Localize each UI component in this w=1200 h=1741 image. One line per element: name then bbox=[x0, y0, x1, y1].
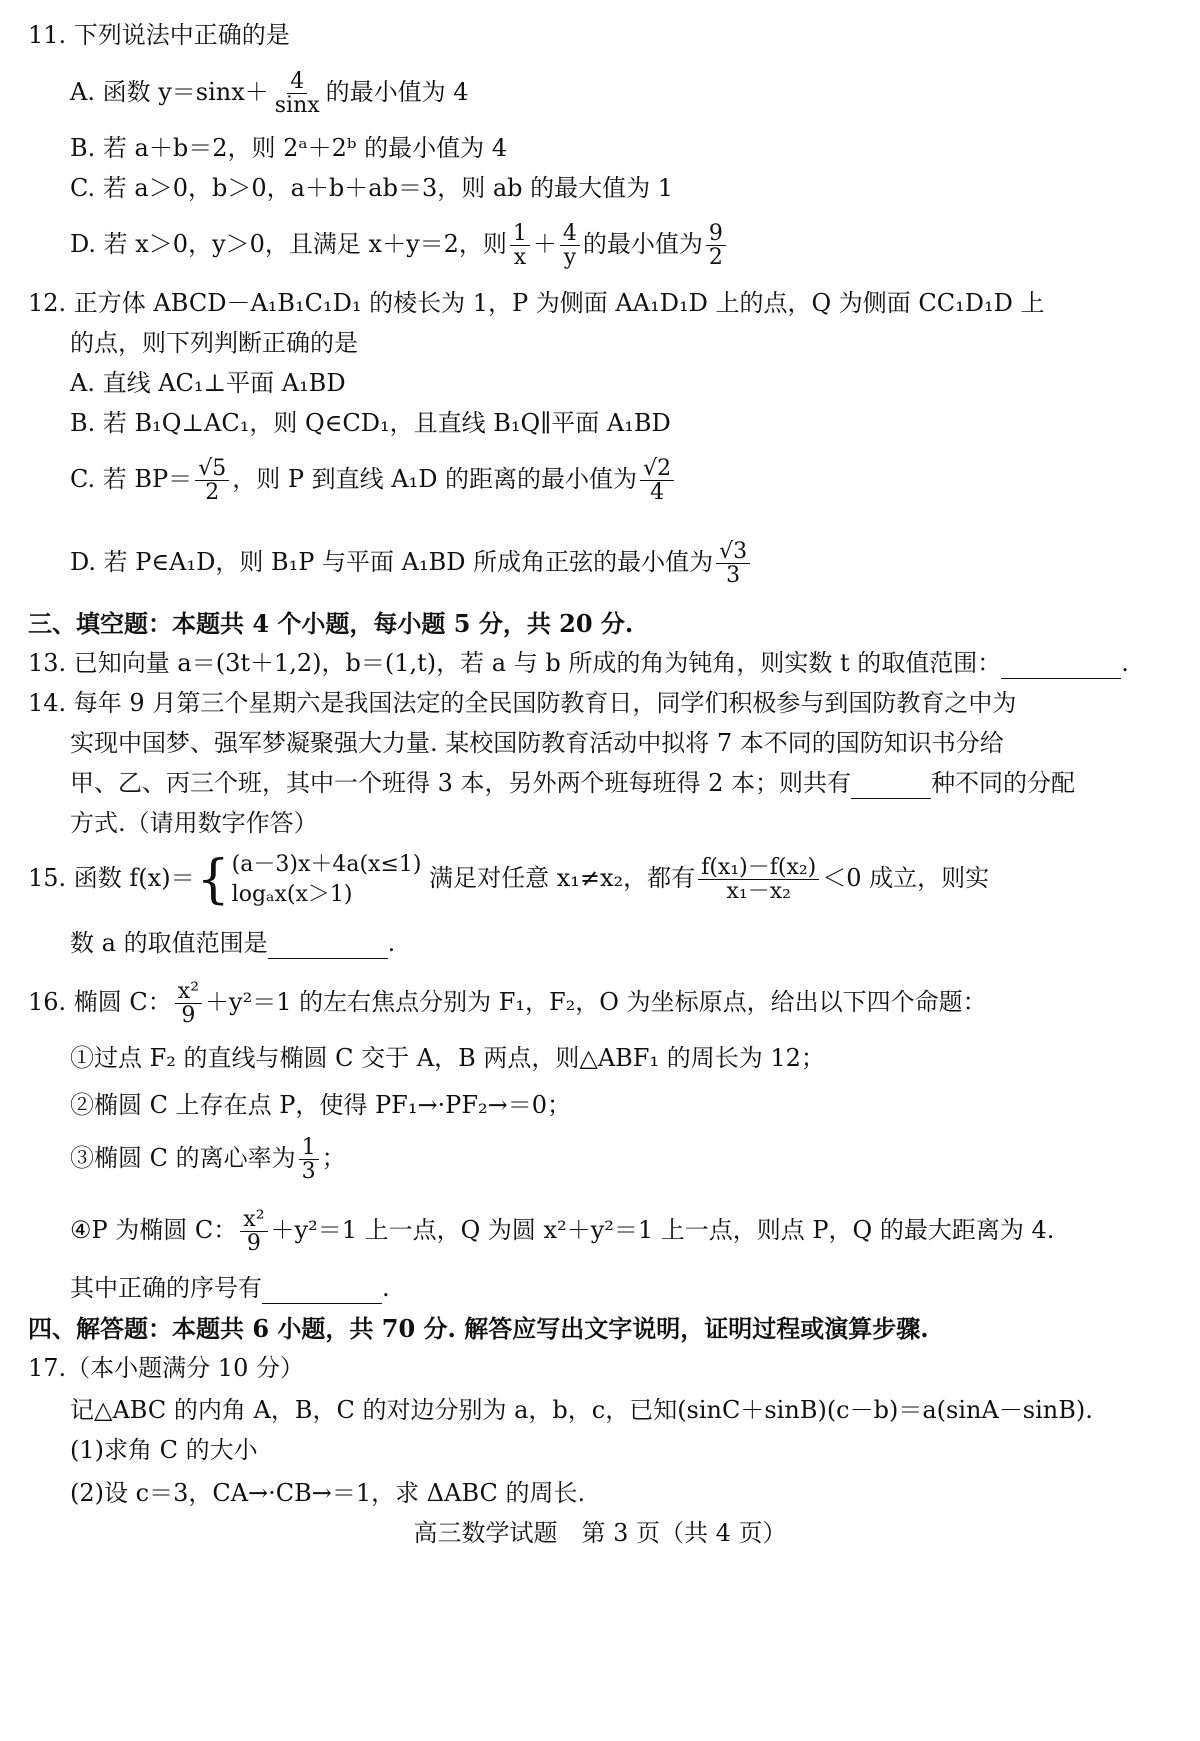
q12-c-mid: ，则 P 到直线 A₁D 的距离的最小值为 bbox=[232, 465, 638, 494]
q16-p4-post: ＋y²＝1 上一点，Q 为圆 x²＋y²＝1 上一点，则点 P，Q 的最大距离为 4. bbox=[270, 1216, 1055, 1245]
q15-case2: logₐx(x＞1) bbox=[231, 881, 353, 907]
q16-prop3 bbox=[70, 1136, 346, 1183]
q11-d-pre: D. 若 x＞0，y＞0，且满足 x＋y＝2，则 bbox=[70, 230, 507, 259]
q16-answer-text: 其中正确的序号有 bbox=[70, 1274, 262, 1302]
q13-answer-blank[interactable] bbox=[1001, 650, 1121, 679]
q13-text: 13. 已知向量 a＝(3t＋1,2)，b＝(1,t)，若 a 与 b 所成的角为钝角，则实数 t 的取值范围： bbox=[28, 649, 1002, 677]
q11-d-frac3-num: 9 bbox=[706, 222, 726, 246]
q16-prop2: ②椭圆 C 上存在点 P，使得 PF₁→·PF₂→＝0； bbox=[70, 1091, 571, 1119]
q17-line1: 记△ABC 的内角 A，B，C 的对边分别为 a，b，c，已知(sinC＋sinB)(c－b)＝a(sinA－sinB). bbox=[70, 1396, 1093, 1424]
q14-line3 bbox=[70, 770, 1075, 799]
q11-d-frac3-den: 2 bbox=[708, 245, 723, 271]
q11-option-c: C. 若 a＞0，b＞0，a＋b＋ab＝3，则 ab 的最大值为 1 bbox=[70, 174, 674, 202]
q12-d-frac-num: √3 bbox=[716, 540, 750, 564]
q11-a-post: 的最小值为 4 bbox=[325, 78, 469, 107]
q11-option-a bbox=[70, 70, 469, 117]
q11-a-pre: A. 函数 y＝sinx＋ bbox=[70, 78, 269, 107]
q12-c-frac2-num: √2 bbox=[640, 457, 674, 481]
q12-option-b: B. 若 B₁Q⊥AC₁，则 Q∈CD₁，且直线 B₁Q∥平面 A₁BD bbox=[70, 409, 671, 437]
q16-end: . bbox=[382, 1274, 390, 1302]
q16-pre: 16. 椭圆 C： bbox=[28, 988, 172, 1017]
q16-prop4 bbox=[70, 1208, 1054, 1255]
q15-line2-text: 数 a 的取值范围是 bbox=[70, 929, 268, 957]
section-3-heading: 三、填空题：本题共 4 个小题，每小题 5 分，共 20 分. bbox=[28, 609, 634, 638]
q12-d-pre: D. 若 P∈A₁D，则 B₁P 与平面 A₁BD 所成角正弦的最小值为 bbox=[70, 548, 714, 577]
q16-prop1: ①过点 F₂ 的直线与椭圆 C 交于 A，B 两点，则△ABF₁ 的周长为 12； bbox=[70, 1044, 825, 1072]
q15-case1: (a－3)x＋4a(x≤1) bbox=[231, 852, 422, 877]
q12-stem-line1: 12. 正方体 ABCD－A₁B₁C₁D₁ 的棱长为 1，P 为侧面 AA₁D₁D 上的点，Q 为侧面 CC₁D₁D 上 bbox=[28, 289, 1045, 317]
q16-answer-blank[interactable] bbox=[262, 1275, 382, 1304]
q15-end: . bbox=[387, 929, 396, 957]
q11-d-frac2-den: y bbox=[563, 245, 577, 271]
q14-line2: 实现中国梦、强军梦凝聚强大力量. 某校国防教育活动中拟将 7 本不同的国防知识书分给 bbox=[70, 729, 1004, 757]
q15-line2 bbox=[70, 930, 395, 959]
q15-mid: 满足对任意 x₁≠x₂，都有 bbox=[429, 864, 696, 893]
q12-c-frac1 bbox=[195, 457, 229, 504]
q11-d-frac2-num: 4 bbox=[560, 222, 580, 246]
q11-d-frac1 bbox=[510, 222, 530, 269]
q15-post: ＜0 成立，则实 bbox=[822, 864, 990, 893]
q11-d-frac1-num: 1 bbox=[510, 222, 530, 246]
q11-d-frac3 bbox=[706, 222, 726, 269]
q16-p3-den: 3 bbox=[301, 1159, 316, 1185]
q16-p3-pre: ③椭圆 C 的离心率为 bbox=[70, 1144, 296, 1173]
q16-frac bbox=[175, 980, 202, 1027]
q16-p4-frac bbox=[240, 1208, 267, 1255]
q16-p4-den: 9 bbox=[246, 1231, 261, 1257]
q16-p4-num: x² bbox=[240, 1208, 267, 1232]
q15-brace: { bbox=[196, 849, 230, 910]
q16-post: ＋y²＝1 的左右焦点分别为 F₁，F₂，O 为坐标原点，给出以下四个命题： bbox=[205, 988, 987, 1017]
q16-p3-frac bbox=[299, 1136, 319, 1183]
q15-frac bbox=[698, 856, 819, 903]
q12-option-d bbox=[70, 540, 753, 587]
q15-pre: 15. 函数 f(x)＝ bbox=[28, 864, 195, 893]
q12-stem-line2: 的点，则下列判断正确的是 bbox=[70, 329, 358, 357]
q17-part1: (1)求角 C 的大小 bbox=[70, 1436, 258, 1464]
section-4-heading: 四、解答题：本题共 6 小题，共 70 分. 解答应写出文字说明，证明过程或演算步骤. bbox=[28, 1314, 929, 1343]
q11-a-num: 4 bbox=[287, 70, 307, 94]
q14-line4: 方式.（请用数字作答） bbox=[70, 809, 318, 837]
q14-line3-b: 种不同的分配 bbox=[931, 769, 1076, 797]
q11-a-den: sinx bbox=[274, 93, 320, 119]
q17-part2: (2)设 c＝3，CA→·CB→＝1，求 ΔABC 的周长. bbox=[70, 1479, 586, 1507]
q11-d-frac2 bbox=[560, 222, 580, 269]
q12-c-frac1-den: 2 bbox=[205, 480, 220, 506]
q11-option-b: B. 若 a＋b＝2，则 2ᵃ＋2ᵇ 的最小值为 4 bbox=[70, 134, 508, 162]
q16-frac-num: x² bbox=[175, 980, 202, 1004]
q14-answer-blank[interactable] bbox=[851, 770, 931, 799]
q12-option-a: A. 直线 AC₁⊥平面 A₁BD bbox=[70, 369, 346, 397]
q12-d-frac bbox=[716, 540, 750, 587]
q11-option-d bbox=[70, 222, 729, 269]
q16-frac-den: 9 bbox=[181, 1003, 196, 1029]
q11-a-fraction bbox=[272, 70, 323, 117]
q12-d-frac-den: 3 bbox=[726, 563, 741, 589]
q15-frac-den: x₁－x₂ bbox=[726, 879, 791, 905]
q14-line1: 14. 每年 9 月第三个星期六是我国法定的全民国防教育日，同学们积极参与到国防教育之中为 bbox=[28, 689, 1017, 717]
q11-d-mid: 的最小值为 bbox=[582, 230, 703, 259]
q16-p3-num: 1 bbox=[299, 1136, 319, 1160]
q13-end: . bbox=[1121, 649, 1129, 677]
q15-line1 bbox=[28, 850, 989, 909]
q14-line3-a: 甲、乙、丙三个班，其中一个班得 3 本，另外两个班每班得 2 本；则共有 bbox=[70, 769, 852, 797]
q12-c-pre: C. 若 BP＝ bbox=[70, 465, 193, 494]
q16-stem bbox=[28, 980, 987, 1027]
q15-cases bbox=[232, 850, 422, 909]
q17-stem: 17.（本小题满分 10 分） bbox=[28, 1354, 304, 1382]
q15-frac-num: f(x₁)－f(x₂) bbox=[698, 856, 819, 880]
q16-p4-pre: ④P 为椭圆 C： bbox=[70, 1216, 238, 1245]
q13 bbox=[28, 650, 1129, 679]
q11-d-frac1-den: x bbox=[513, 245, 527, 271]
q11-stem: 11. 下列说法中正确的是 bbox=[28, 21, 290, 49]
q11-d-plus: ＋ bbox=[532, 230, 557, 259]
q16-answer-line bbox=[70, 1275, 390, 1304]
page-footer: 高三数学试题 第 3 页（共 4 页） bbox=[413, 1519, 787, 1547]
q12-option-c bbox=[70, 457, 677, 504]
q16-p3-post: ； bbox=[321, 1144, 346, 1173]
q15-answer-blank[interactable] bbox=[268, 930, 388, 959]
q12-c-frac1-num: √5 bbox=[195, 457, 229, 481]
q12-c-frac2-den: 4 bbox=[650, 480, 665, 506]
q12-c-frac2 bbox=[640, 457, 674, 504]
